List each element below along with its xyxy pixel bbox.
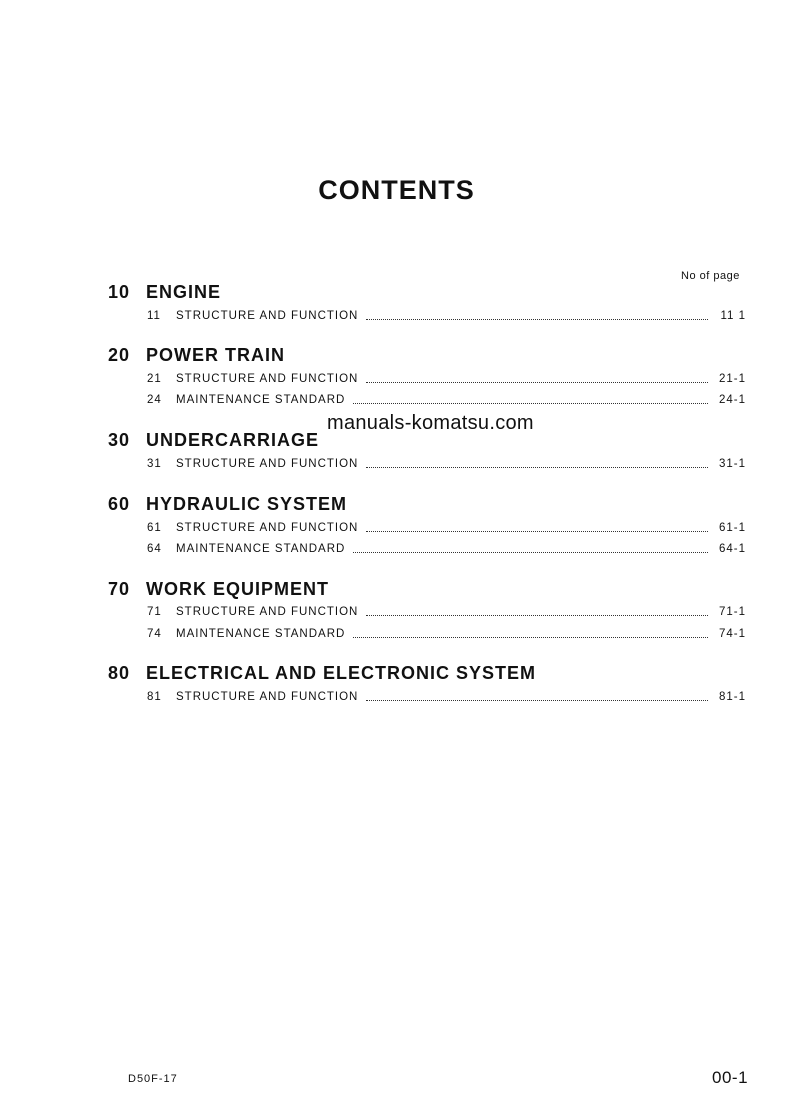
toc-entry xyxy=(147,541,746,557)
entry-label: STRUCTURE AND FUNCTION xyxy=(176,606,359,618)
section-heading xyxy=(108,579,329,600)
section-name: WORK EQUIPMENT xyxy=(146,579,329,599)
entry-page: 31-1 xyxy=(718,458,746,470)
page-title: CONTENTS xyxy=(318,175,475,205)
dot-leader xyxy=(366,319,708,320)
section-heading xyxy=(108,663,536,684)
entry-label: MAINTENANCE STANDARD xyxy=(176,628,346,640)
footer-model-code: D50F-17 xyxy=(128,1073,178,1085)
section-number: 80 xyxy=(108,663,131,683)
entry-label: STRUCTURE AND FUNCTION xyxy=(176,458,359,470)
entry-code: 64 xyxy=(147,543,162,555)
section-number: 30 xyxy=(108,430,131,450)
section-name: ENGINE xyxy=(146,282,222,302)
entry-label: STRUCTURE AND FUNCTION xyxy=(176,310,359,322)
entry-label: STRUCTURE AND FUNCTION xyxy=(176,522,359,534)
dot-leader xyxy=(366,467,708,468)
entry-label: MAINTENANCE STANDARD xyxy=(176,394,346,406)
entry-code: 24 xyxy=(147,394,162,406)
section-number: 10 xyxy=(108,282,131,302)
section-number: 20 xyxy=(108,345,131,365)
section-number: 70 xyxy=(108,579,131,599)
entry-label: STRUCTURE AND FUNCTION xyxy=(176,691,359,703)
section-name: UNDERCARRIAGE xyxy=(146,430,320,450)
entry-code: 61 xyxy=(147,522,162,534)
dot-leader xyxy=(366,382,708,383)
entry-label: MAINTENANCE STANDARD xyxy=(176,543,346,555)
toc-entry xyxy=(147,371,746,387)
section-heading xyxy=(108,430,319,451)
toc-entry xyxy=(147,392,746,408)
toc-entry xyxy=(147,456,746,472)
dot-leader xyxy=(366,700,708,701)
entry-code: 31 xyxy=(147,458,162,470)
dot-leader xyxy=(366,531,708,532)
section-heading xyxy=(108,282,221,303)
entry-code: 71 xyxy=(147,606,162,618)
entry-page: 74-1 xyxy=(718,628,746,640)
dot-leader xyxy=(353,637,708,638)
toc-entry xyxy=(147,604,746,620)
page-column-label: No of page xyxy=(681,270,740,282)
entry-page: 24-1 xyxy=(718,394,746,406)
entry-page: 71-1 xyxy=(718,606,746,618)
entry-page: 64-1 xyxy=(718,543,746,555)
section-name: HYDRAULIC SYSTEM xyxy=(146,494,348,514)
entry-code: 81 xyxy=(147,691,162,703)
section-name: ELECTRICAL AND ELECTRONIC SYSTEM xyxy=(146,663,537,683)
entry-code: 11 xyxy=(147,310,161,322)
dot-leader xyxy=(366,615,708,616)
toc-entry xyxy=(147,626,746,642)
entry-page: 11 1 xyxy=(720,310,746,322)
section-heading xyxy=(108,494,347,515)
watermark: manuals-komatsu.com xyxy=(327,412,534,434)
entry-page: 21-1 xyxy=(718,373,746,385)
section-heading xyxy=(108,345,285,366)
toc-entry xyxy=(147,689,746,705)
entry-code: 21 xyxy=(147,373,162,385)
dot-leader xyxy=(353,403,708,404)
section-number: 60 xyxy=(108,494,131,514)
footer-page-number: 00-1 xyxy=(712,1068,749,1087)
entry-label: STRUCTURE AND FUNCTION xyxy=(176,373,359,385)
entry-page: 81-1 xyxy=(718,691,746,703)
toc-entry xyxy=(147,308,746,324)
entry-page: 61-1 xyxy=(718,522,746,534)
section-name: POWER TRAIN xyxy=(146,345,285,365)
dot-leader xyxy=(353,552,708,553)
entry-code: 74 xyxy=(147,628,162,640)
toc-entry xyxy=(147,520,746,536)
